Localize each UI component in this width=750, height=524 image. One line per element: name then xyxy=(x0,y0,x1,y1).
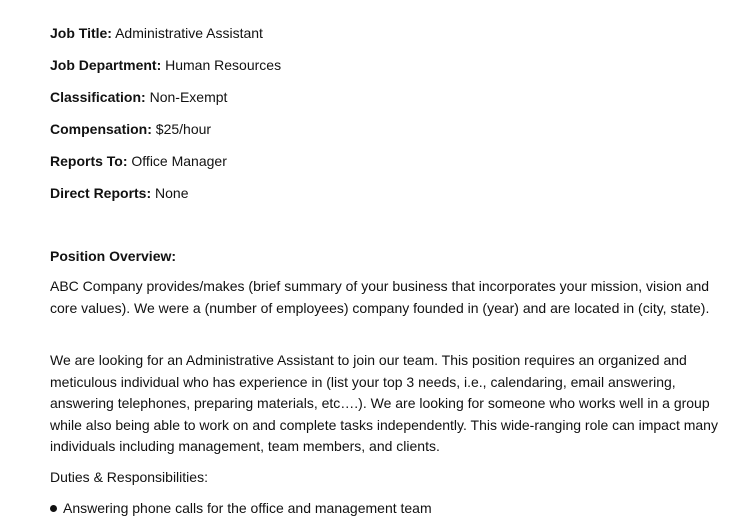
job-title-label: Job Title: xyxy=(50,25,112,41)
direct-reports-label: Direct Reports: xyxy=(50,185,152,201)
duty-text: Answering phone calls for the office and management team xyxy=(63,500,432,516)
job-department-label: Job Department: xyxy=(50,57,162,73)
position-overview-heading: Position Overview: xyxy=(50,248,177,264)
bullet-icon xyxy=(50,505,57,512)
job-title-field xyxy=(50,24,263,42)
direct-reports-value: None xyxy=(155,185,189,201)
duty-list-item xyxy=(50,499,432,517)
duties-heading: Duties & Responsibilities: xyxy=(50,469,208,485)
direct-reports-field xyxy=(50,184,189,202)
overview-paragraph-role: We are looking for an Administrative Assistant to join our team. This position requires an organized and meticulous individual who has experience in (list your top 3 needs, i.e., calendaring, email answering, answering telephones, preparing materials, etc….). We are looking for someone who works well in a group while also being able to work on and complete tasks independently. This wide-ranging role can impact many individuals including management, team members, and clients. xyxy=(50,352,718,454)
compensation-label: Compensation: xyxy=(50,121,152,137)
classification-label: Classification: xyxy=(50,89,146,105)
classification-value: Non-Exempt xyxy=(149,89,228,105)
classification-field xyxy=(50,88,227,106)
job-title-value: Administrative Assistant xyxy=(115,25,263,41)
reports-to-label: Reports To: xyxy=(50,153,128,169)
job-department-field xyxy=(50,56,281,74)
compensation-field xyxy=(50,120,211,138)
compensation-value: $25/hour xyxy=(155,121,212,137)
job-department-value: Human Resources xyxy=(165,57,282,73)
reports-to-field xyxy=(50,152,227,170)
reports-to-value: Office Manager xyxy=(131,153,227,169)
overview-paragraph-company: ABC Company provides/makes (brief summary of your business that incorporates your mission, vision and core values). We were a (number of employees) company founded in (year) and are located in (city, state). xyxy=(50,278,710,316)
